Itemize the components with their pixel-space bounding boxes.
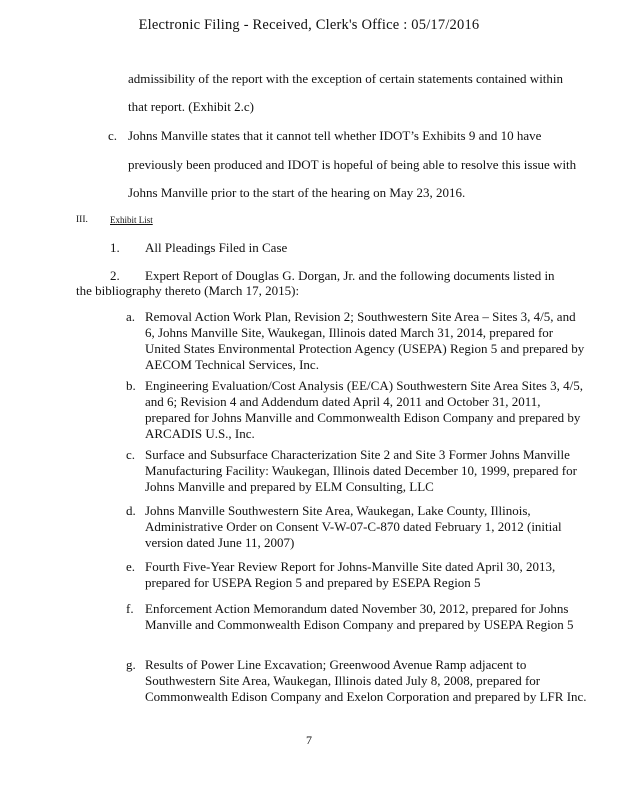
subitem-e-label: e. bbox=[126, 559, 136, 574]
item-c-line-2: previously been produced and IDOT is hopeful of being able to resolve this issue with bbox=[128, 157, 577, 172]
page-number: 7 bbox=[306, 733, 312, 747]
exhibit-item-1-number: 1. bbox=[110, 240, 120, 255]
subitem-d-label: d. bbox=[126, 503, 136, 518]
continuation-line-1: admissibility of the report with the exception of certain statements contained within bbox=[128, 71, 564, 86]
section-title: Exhibit List bbox=[110, 215, 153, 225]
subitem-b-label: b. bbox=[126, 378, 136, 393]
item-c-label: c. bbox=[108, 128, 118, 143]
exhibit-item-2-number: 2. bbox=[110, 268, 120, 283]
item-c-line-1: Johns Manville states that it cannot tell whether IDOT’s Exhibits 9 and 10 have bbox=[128, 128, 542, 143]
subitem-c-text: Surface and Subsurface Characterization Site 2 and Site 3 Former Johns Manville Manufacturing Facility: Waukegan, Illinois dated December 10, 1999, prepared for Johns Manville and prepared by ELM Consulting, LLC bbox=[145, 447, 577, 494]
exhibit-item-2-line-2: the bibliography thereto (March 17, 2015): bbox=[76, 283, 300, 298]
subitem-a-label: a. bbox=[126, 309, 136, 324]
subitem-b-text: Engineering Evaluation/Cost Analysis (EE/CA) Southwestern Site Area Sites 3, 4/5, and 6; Revision 4 and Addendum dated April 4, 2011 and October 31, 2011, prepared for Johns Manville and Commonwealth Edison Company and prepared by ARCADIS U.S., Inc. bbox=[145, 378, 583, 441]
subitem-e-text: Fourth Five-Year Review Report for Johns-Manville Site dated April 30, 2013, prepared for USEPA Region 5 and prepared by ESEPA Region 5 bbox=[145, 559, 556, 590]
subitem-c-label: c. bbox=[126, 447, 136, 462]
subitem-f-text: Enforcement Action Memorandum dated November 30, 2012, prepared for Johns Manville and Commonwealth Edison Company and prepared by USEPA Region 5 bbox=[145, 601, 574, 632]
continuation-line-2: that report. (Exhibit 2.c) bbox=[128, 99, 254, 114]
subitem-g-text: Results of Power Line Excavation; Greenwood Avenue Ramp adjacent to Southwestern Site Area, Waukegan, Illinois dated July 8, 2008, prepared for Commonwealth Edison Company and Exelon Corporation and prepared by LFR Inc. bbox=[145, 657, 587, 704]
exhibit-item-2-line-1: Expert Report of Douglas G. Dorgan, Jr. and the following documents listed in bbox=[145, 268, 555, 283]
filing-header: Electronic Filing - Received, Clerk's Office : 05/17/2016 bbox=[138, 17, 480, 33]
subitem-d-text: Johns Manville Southwestern Site Area, Waukegan, Lake County, Illinois, Administrative Order on Consent V-W-07-C-870 dated February 1, 2012 (initial version dated June 11, 2007) bbox=[145, 503, 562, 550]
exhibit-item-1-text: All Pleadings Filed in Case bbox=[145, 240, 288, 255]
subitem-a-text: Removal Action Work Plan, Revision 2; Southwestern Site Area – Sites 3, 4/5, and 6, Johns Manville Site, Waukegan, Illinois dated March 31, 2014, prepared for United States Environmental Protection Agency (USEPA) Region 5 and prepared by AECOM Technical Services, Inc. bbox=[145, 309, 585, 372]
subitem-g-label: g. bbox=[126, 657, 136, 672]
subitem-f-label: f. bbox=[126, 601, 134, 616]
section-number: III. bbox=[76, 215, 88, 225]
item-c-line-3: Johns Manville prior to the start of the hearing on May 23, 2016. bbox=[128, 185, 466, 200]
